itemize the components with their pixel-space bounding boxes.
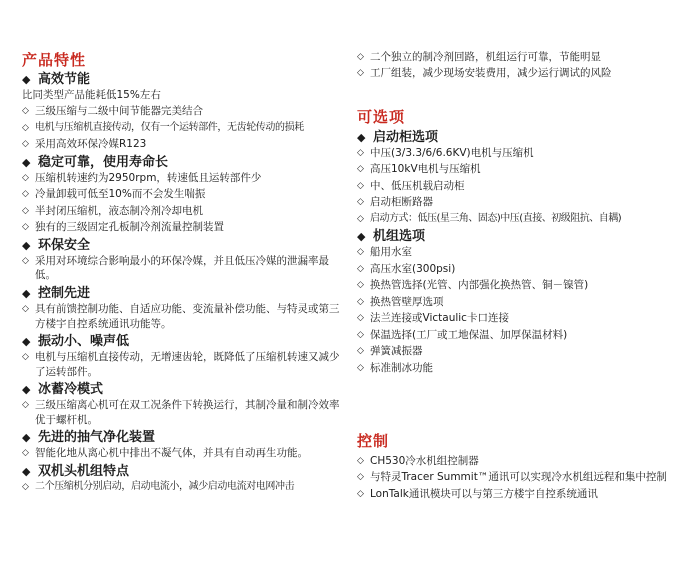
intro-text: 比同类型产品能耗低15%左右 [22,89,161,101]
list-item [357,212,687,227]
item-text: 电机与压缩机直接传动，无增速齿轮，既降低了压缩机转速又减少了运转部件。 [35,351,340,378]
bullet-icon: ◇ [357,280,364,291]
diamond-icon: ◆ [22,73,31,86]
subsection-heading: 机组选项 [373,229,426,245]
list-item [22,446,344,461]
list-item [22,254,344,283]
item-text: 法兰连接或Victaulic卡口连接 [370,312,509,325]
subsection-heading: 高效节能 [38,72,91,87]
list-item [357,328,687,343]
subsection-low-noise [22,333,344,350]
bullet-icon: ◇ [357,456,364,466]
list-item [22,220,344,235]
diamond-icon: ◆ [357,230,366,244]
list-item [22,88,344,103]
bullet-icon: ◇ [22,303,29,314]
item-text: 标准制冰功能 [370,361,433,374]
subsection-heading: 控制先进 [38,285,91,301]
list-item [22,204,344,219]
list-item [357,295,687,310]
item-text: 三级压缩与二级中间节能器完美结合 [35,105,203,118]
item-text: 采用对环境综合影响最小的环保冷媒，并且低压冷媒的泄漏率最低。 [35,254,329,282]
item-text: 中、低压机载启动柜 [370,179,465,192]
list-item [357,146,687,161]
bullet-icon: ◇ [357,197,364,208]
subsection-heading: 稳定可靠，使用寿命长 [38,154,169,170]
item-text: 二个独立的制冷剂回路，机组运行可靠，节能明显 [370,51,601,63]
list-item [357,487,687,502]
list-item [357,262,687,277]
bullet-icon: ◇ [22,255,29,266]
bullet-icon: ◇ [357,180,364,191]
diamond-icon: ◆ [22,286,31,300]
item-text: 与特灵Tracer Summit™通讯可以实现冷水机组远程和集中控制 [370,471,667,484]
item-text: 启动柜断路器 [370,196,433,209]
diamond-icon: ◆ [22,383,31,397]
bullet-icon: ◇ [357,148,364,158]
subsection-heading: 振动小、噪声低 [38,334,130,350]
list-item [357,245,687,260]
bullet-icon: ◇ [22,139,29,150]
bullet-icon: ◇ [357,296,364,307]
subsection-heading: 启动柜选项 [373,130,439,145]
item-text: 压缩机转速约为2950rpm，转速低且运转部件少 [35,171,262,184]
bullet-icon: ◇ [357,488,364,499]
bullet-icon: ◇ [22,352,29,363]
list-item [357,50,687,65]
bullet-icon: ◇ [22,400,29,411]
list-item [22,398,344,427]
bullet-icon: ◇ [22,222,29,233]
diamond-icon: ◆ [357,131,366,144]
bullet-icon: ◇ [357,263,364,274]
item-text: 采用高效环保冷媒R123 [35,138,147,151]
list-item [357,454,687,469]
diamond-icon: ◆ [22,335,31,349]
bullet-icon: ◇ [357,213,364,224]
item-text: 智能化地从离心机中排出不凝气体，并具有自动再生功能。 [35,447,308,460]
list-item [357,311,687,326]
list-item [22,187,344,202]
section-title-control: 控制 [357,432,390,450]
item-text: 保温选择(工厂或工地保温、加厚保温材料) [370,328,568,341]
list-item [357,162,687,177]
subsection-ice-storage [22,381,344,398]
item-text: 冷量卸载可低至10%而不会发生喘振 [35,188,206,201]
bullet-icon: ◇ [22,205,29,216]
item-text: LonTalk通讯模块可以与第三方楼宇自控系统通讯 [370,487,598,500]
item-text: CH530冷水机组控制器 [370,455,479,467]
bullet-icon: ◇ [357,346,364,357]
subsection-unit-options [357,228,687,245]
diamond-icon: ◆ [22,464,31,478]
bullet-icon: ◇ [357,68,364,79]
list-item [357,278,687,293]
bullet-icon: ◇ [22,481,29,492]
list-item [357,195,687,210]
diamond-icon: ◆ [22,155,31,169]
item-text: 三级压缩离心机可在双工况条件下转换运行，其制冷量和制冷效率优于螺杆机。 [35,399,340,426]
bullet-icon: ◇ [357,313,364,324]
subsection-starter-options [357,129,687,146]
section-title-features: 产品特性 [22,51,87,69]
list-item [357,361,687,376]
subsection-reliability [22,154,344,171]
item-text: 换热管选择(光管、内部强化换热管、铜－镍管) [370,279,589,292]
item-text: 高压水室(300psi) [370,262,456,275]
bullet-icon: ◇ [357,52,364,62]
bullet-icon: ◇ [22,448,29,459]
list-item [357,344,687,359]
list-item [22,480,344,495]
bullet-icon: ◇ [22,122,29,133]
item-text: 半封闭压缩机，液态制冷剂冷却电机 [35,204,203,217]
list-item [22,171,344,186]
list-item [357,66,687,81]
bullet-icon: ◇ [22,189,29,200]
subsection-purge-unit [22,429,344,446]
bullet-icon: ◇ [357,362,364,373]
item-text: 船用水室 [370,246,412,259]
item-text: 中压(3/3.3/6/6.6KV)电机与压缩机 [370,147,534,159]
list-item [22,137,344,152]
list-item [357,179,687,194]
item-text: 启动方式：低压(星三角、固态)中压(直接、初级阻抗、自耦) [370,212,622,224]
diamond-icon: ◆ [22,238,31,252]
bullet-icon: ◇ [357,164,364,175]
list-item [22,302,344,331]
list-item [22,104,344,119]
bullet-icon: ◇ [357,472,364,483]
list-item [357,470,687,485]
subsection-dual-compressor [22,463,344,480]
subsection-control [22,285,344,302]
item-text: 弹簧减振器 [370,345,423,358]
item-text: 独有的三级固定孔板制冷剂流量控制装置 [35,221,224,234]
bullet-icon: ◇ [357,247,364,258]
section-title-options: 可选项 [357,108,406,126]
subsection-energy-efficiency [22,71,344,88]
list-item [22,350,344,379]
item-text: 高压10kV电机与压缩机 [370,163,481,176]
bullet-icon: ◇ [357,329,364,340]
bullet-icon: ◇ [22,172,29,183]
item-text: 电机与压缩机直接传动，仅有一个运转部件，无齿轮传动的损耗 [35,121,304,133]
diamond-icon: ◆ [22,431,31,445]
list-item [22,121,344,136]
subsection-heading: 环保安全 [38,237,91,253]
item-text: 具有前馈控制功能、自适应功能、变流量补偿功能、与特灵或第三方楼宇自控系统通讯功能等。 [35,302,340,330]
subsection-heading: 冰蓄冷模式 [38,382,104,398]
item-text: 二个压缩机分别启动，启动电流小，减少启动电流对电网冲击 [35,480,295,492]
item-text: 换热管壁厚选项 [370,295,444,308]
item-text: 工厂组装，减少现场安装费用，减少运行调试的风险 [370,67,612,80]
subsection-environment [22,237,344,254]
bullet-icon: ◇ [22,106,29,117]
subsection-heading: 先进的抽气净化装置 [38,430,156,446]
subsection-heading: 双机头机组特点 [38,463,130,479]
